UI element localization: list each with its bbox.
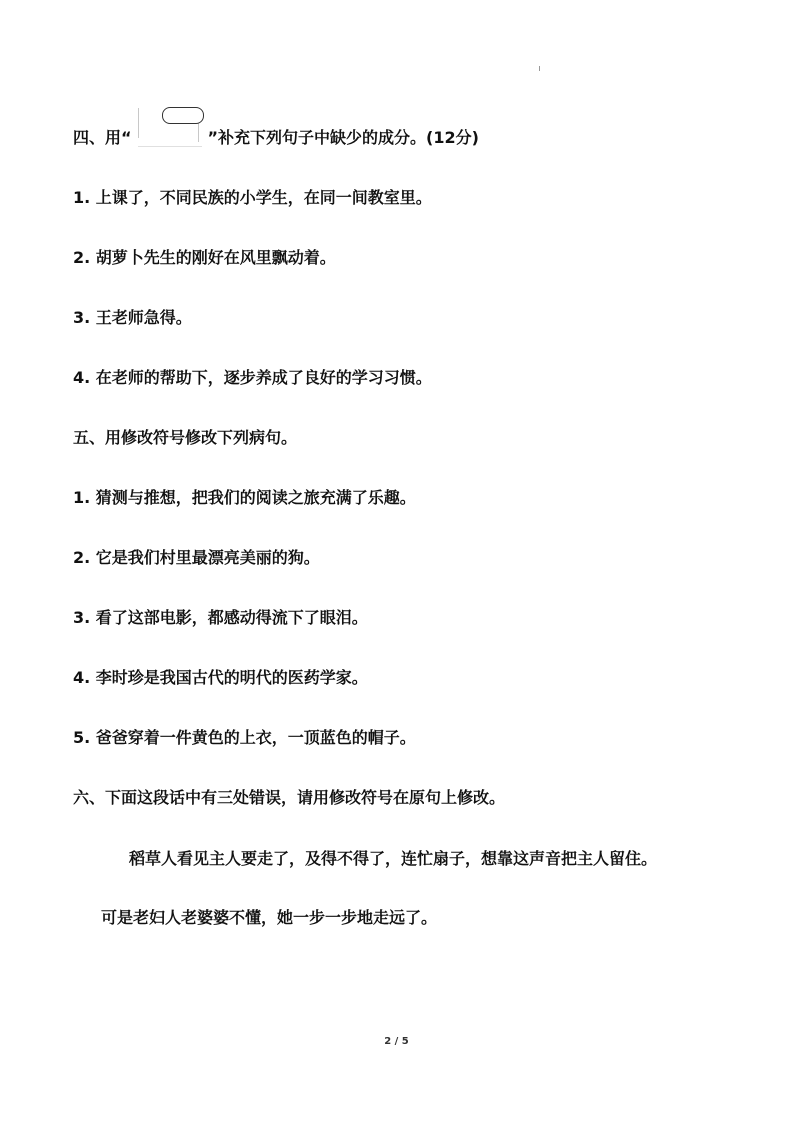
section6-paragraph-line-2: 可是老妇人老婆婆不懂，她一步一步地走远了。	[101, 908, 438, 927]
section6-paragraph-line-1: 稻草人看见主人要走了，及得不得了，连忙扇子，想靠这声音把主人留住。	[129, 849, 658, 868]
section5-item-2: 2. 它是我们村里最漂亮美丽的狗。	[73, 548, 320, 567]
section5-item-4: 4. 李时珍是我国古代的明代的医药学家。	[73, 668, 368, 687]
insertion-mark-icon	[132, 128, 208, 150]
section6-heading: 六、下面这段话中有三处错误，请用修改符号在原句上修改。	[73, 788, 506, 807]
section5-item-5: 5. 爸爸穿着一件黄色的上衣，一顶蓝色的帽子。	[73, 728, 416, 747]
section5-item-1: 1. 猜测与推想，把我们的阅读之旅充满了乐趣。	[73, 488, 416, 507]
section4-heading-prefix: 四、用“	[73, 128, 132, 147]
page-number: 2 / 5	[384, 1036, 409, 1047]
section5-item-3: 3. 看了这部电影，都感动得流下了眼泪。	[73, 608, 368, 627]
corner-mark	[539, 66, 540, 71]
section4-item-3: 3. 王老师急得。	[73, 308, 192, 327]
section4-item-2: 2. 胡萝卜先生的刚好在风里飘动着。	[73, 248, 336, 267]
section4-heading	[73, 127, 479, 150]
section4-item-4: 4. 在老师的帮助下，逐步养成了良好的学习习惯。	[73, 368, 432, 387]
section4-heading-suffix: ”补充下列句子中缺少的成分。(12分)	[207, 128, 479, 147]
section4-item-1: 1. 上课了，不同民族的小学生，在同一间教室里。	[73, 188, 432, 207]
section5-heading: 五、用修改符号修改下列病句。	[73, 428, 298, 447]
